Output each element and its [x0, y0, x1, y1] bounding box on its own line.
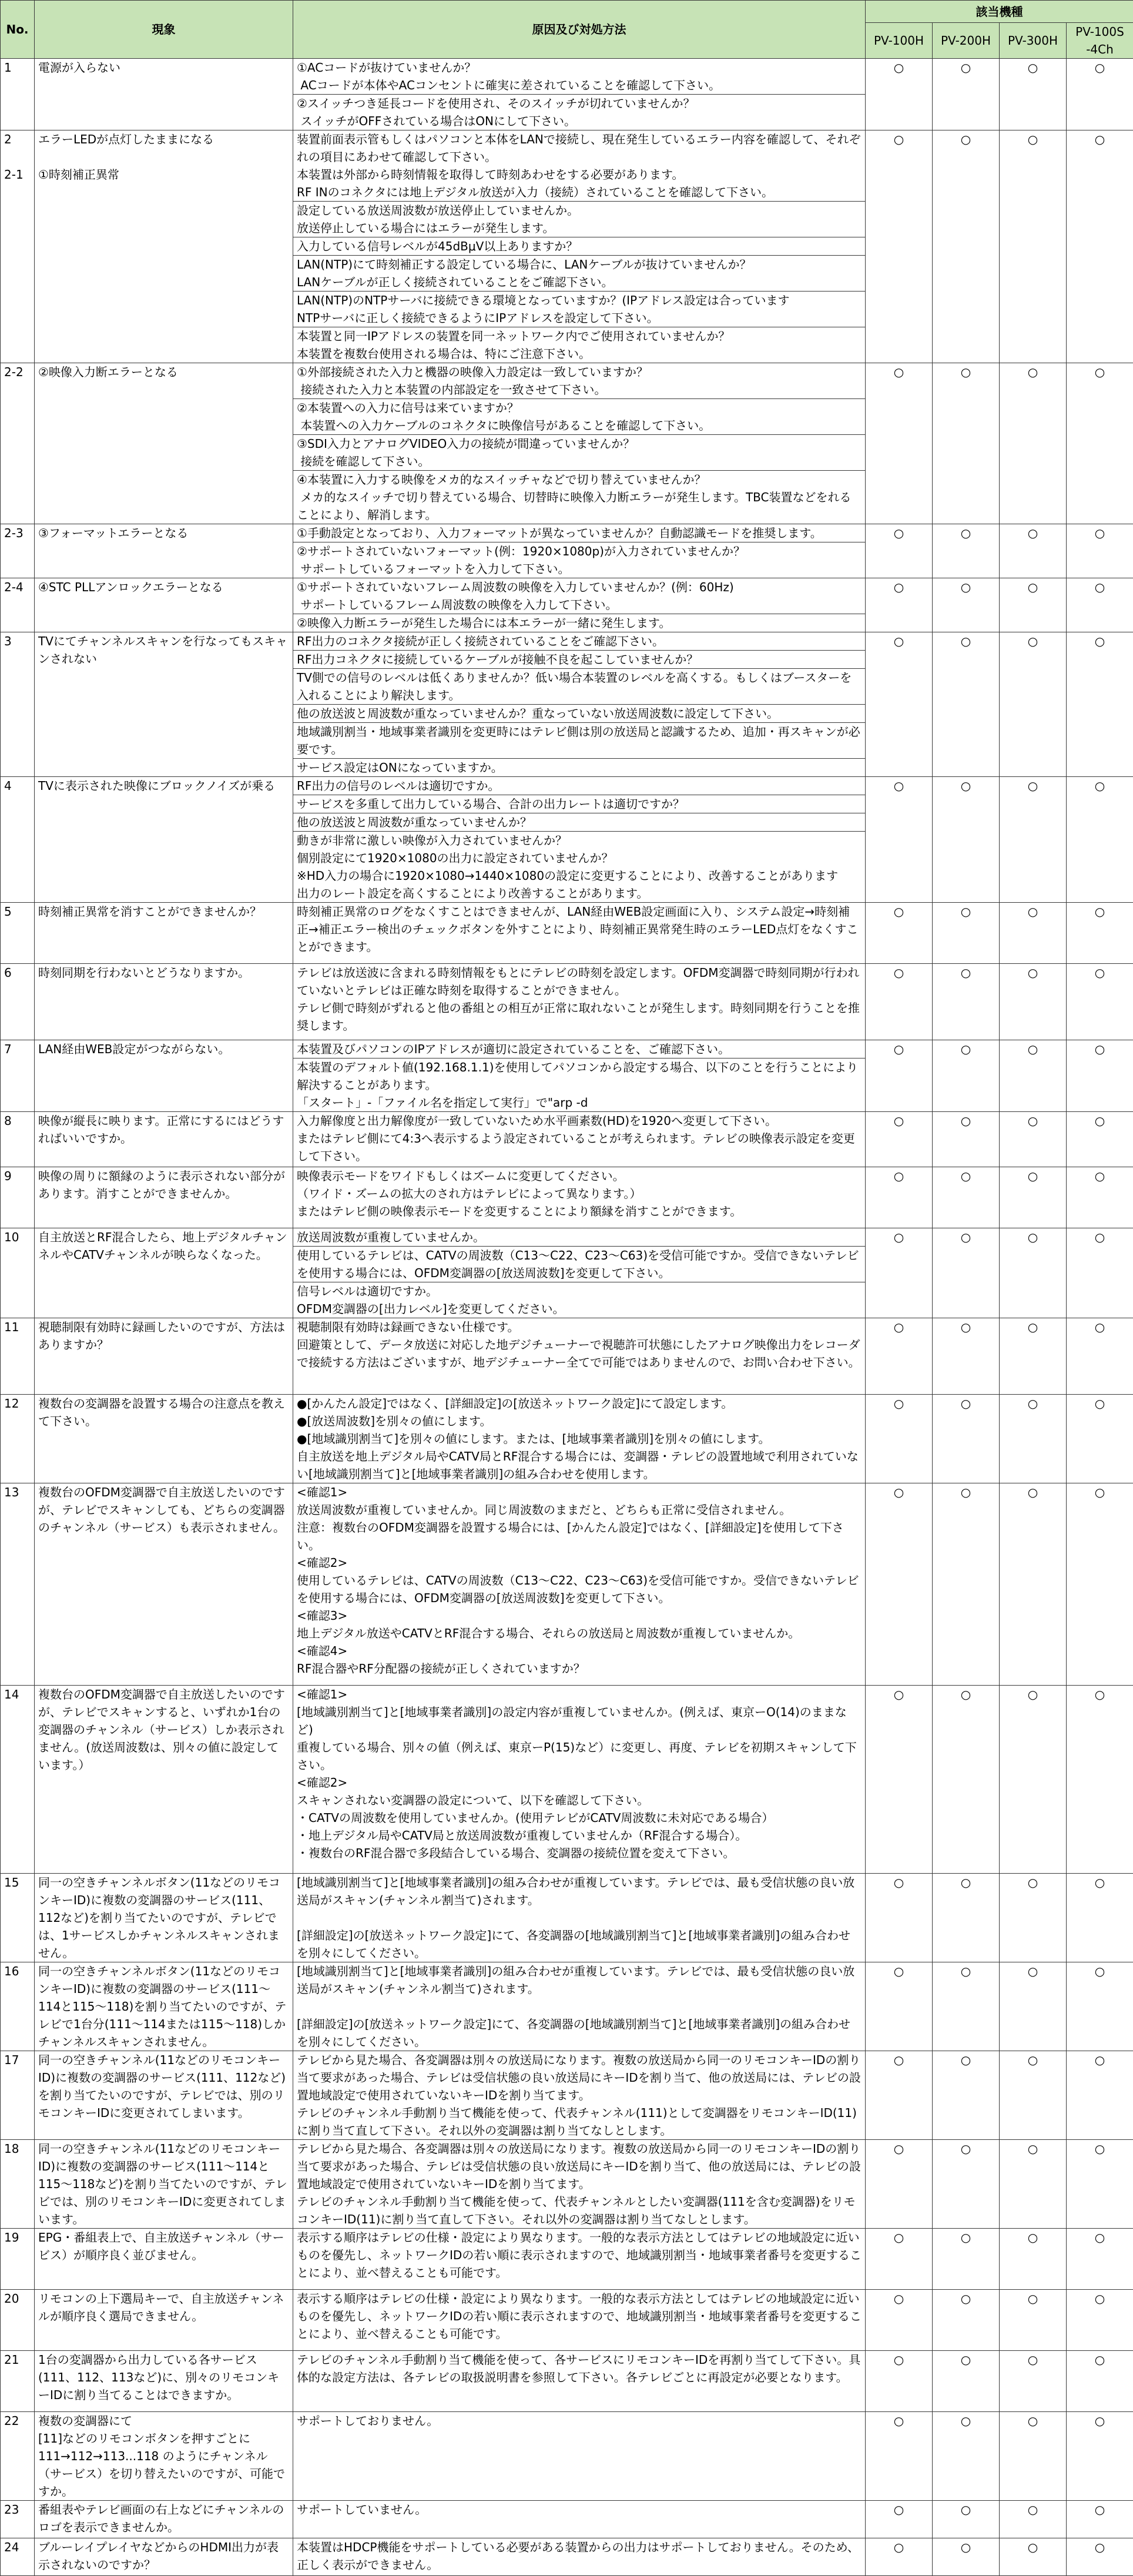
- table-row: [1, 2412, 1133, 2501]
- applicable-mark: ○: [933, 2538, 1000, 2576]
- table-body: [1, 59, 1133, 2576]
- table-row: [1, 2501, 1133, 2538]
- cause-entry: ①サポートされていないフレーム周波数の映像を入力していませんか？(例：60Hz) サポートしているフレーム周波数の映像を入力して下さい。: [293, 578, 865, 614]
- table-header: [1, 1, 1133, 59]
- cause-entry: 他の放送波と周波数が重なっていませんか？: [293, 813, 865, 831]
- cause-entry: ②映像入力断エラーが発生した場合には本エラーが一緒に発生します。: [293, 614, 865, 632]
- applicable-mark: ○: [866, 1112, 933, 1167]
- row-cause: [293, 1483, 866, 1686]
- cause-entry: RF出力コネクタに接続しているケーブルが接触不良を起こしていませんか？: [293, 650, 865, 668]
- row-cause: [293, 578, 866, 632]
- cause-entry: ●[かんたん設定]ではなく、[詳細設定]の[放送ネットワーク設定]にて設定します。 ●[放送周波数]を別々の値にします。 ●[地域識別割当て]を別々の値にします。または、[地域事業者識別]を別々の値にします。 自主放送を地上デジタル局やCATV局とRF混合する場合には、変調器・テレビの設置地域で利用されていない[地域識別割当て]と[地域事業者識別]の組み合わせを使用します。: [293, 1395, 865, 1483]
- applicable-mark: ○: [933, 524, 1000, 578]
- row-cause: [293, 1112, 866, 1167]
- row-symptom: 1台の変調器から出力している各サービス(111、112、113など)に、別々のリモコンキーIDに割り当てることはできますか。: [35, 2351, 293, 2412]
- cause-entry: ④本装置に入力する映像をメカ的なスイッチャなどで切り替えていませんか？ メカ的なスイッチで切り替えている場合、切替時に映像入力断エラーが発生します。TBC装置などをれることにより、解消します。: [293, 470, 865, 524]
- header-model-pv100h: PV-100H: [866, 23, 933, 59]
- applicable-mark: ○: [866, 2412, 933, 2501]
- applicable-mark: ○: [1067, 1874, 1133, 1962]
- applicable-mark: ○: [933, 1874, 1000, 1962]
- applicable-mark: ○: [1067, 964, 1133, 1040]
- row-cause: [293, 1395, 866, 1483]
- applicable-mark: ○: [933, 363, 1000, 524]
- applicable-mark: ○: [866, 1318, 933, 1395]
- row-cause: [293, 130, 866, 363]
- row-number: 2-4: [1, 578, 35, 632]
- applicable-mark: ○: [1000, 2501, 1067, 2538]
- table-row: [1, 130, 1133, 363]
- cause-entry: テレビのチャンネル手動割り当て機能を使って、各サービスにリモコンキーIDを再割り当てして下さい。具体的な設定方法は、各テレビの取扱説明書を参照して下さい。各テレビごとに再設定が必要となります。: [293, 2351, 865, 2386]
- table-row: [1, 1318, 1133, 1395]
- applicable-mark: ○: [866, 1686, 933, 1874]
- applicable-mark: ○: [1067, 578, 1133, 632]
- row-symptom: LAN経由WEB設定がつながらない。: [35, 1040, 293, 1112]
- applicable-mark: ○: [1000, 777, 1067, 903]
- cause-entry: 本装置はHDCP機能をサポートしている必要がある装置からの出力はサポートしておりません。そのため、正しく表示ができません。: [293, 2538, 865, 2574]
- applicable-mark: ○: [1067, 363, 1133, 524]
- row-number: 12: [1, 1395, 35, 1483]
- row-cause: [293, 2501, 866, 2538]
- applicable-mark: ○: [1000, 524, 1067, 578]
- applicable-mark: ○: [1067, 2051, 1133, 2140]
- row-number: 3: [1, 632, 35, 777]
- applicable-mark: ○: [866, 777, 933, 903]
- applicable-mark: ○: [866, 1228, 933, 1318]
- applicable-mark: ○: [933, 632, 1000, 777]
- cause-entry: 表示する順序はテレビの仕様・設定により異なります。一般的な表示方法としてはテレビの地域設定に近いものを優先し、ネットワークIDの若い順に表示されますので、地域識別割当・地域事業者番号を変更することにより、並べ替えることも可能です。: [293, 2229, 865, 2282]
- row-number: 11: [1, 1318, 35, 1395]
- applicable-mark: ○: [933, 777, 1000, 903]
- cause-entry: TV側での信号のレベルは低くありませんか？低い場合本装置のレベルを高くする。もしくはブースターを入れることにより解決します。: [293, 668, 865, 704]
- header-applicable-models: 該当機種: [866, 1, 1133, 23]
- applicable-mark: ○: [1067, 2412, 1133, 2501]
- row-symptom: 時刻補正異常を消すことができませんか？: [35, 903, 293, 964]
- applicable-mark: ○: [1000, 1167, 1067, 1228]
- row-cause: [293, 632, 866, 777]
- table-row: [1, 903, 1133, 964]
- applicable-mark: ○: [1067, 903, 1133, 964]
- applicable-mark: ○: [1000, 632, 1067, 777]
- table-row: [1, 1112, 1133, 1167]
- applicable-mark: ○: [1067, 2351, 1133, 2412]
- row-cause: [293, 524, 866, 578]
- applicable-mark: ○: [1000, 578, 1067, 632]
- cause-entry: 本装置及びパソコンのIPアドレスが適切に設定されていることを、ご確認下さい。: [293, 1040, 865, 1058]
- applicable-mark: ○: [1067, 1483, 1133, 1686]
- applicable-mark: ○: [1000, 1395, 1067, 1483]
- cause-entry: テレビは放送波に含まれる時刻情報をもとにテレビの時刻を設定します。OFDM変調器で時刻同期が行われていないとテレビは正確な時刻を取得することができません。 テレビ側で時刻がずれると他の番組との相互が正常に取れないことが発生します。時刻同期を行うことを推奨します。: [293, 964, 865, 1034]
- row-cause: [293, 1040, 866, 1112]
- row-cause: [293, 2140, 866, 2229]
- table-row: [1, 1962, 1133, 2051]
- applicable-mark: ○: [1000, 1040, 1067, 1112]
- applicable-mark: ○: [1000, 964, 1067, 1040]
- row-number: 5: [1, 903, 35, 964]
- applicable-mark: ○: [1000, 130, 1067, 363]
- row-number: 14: [1, 1686, 35, 1874]
- row-number: 2 2-1: [1, 130, 35, 363]
- cause-entry: サービス設定はONになっていますか。: [293, 758, 865, 776]
- header-model-pv300h: PV-300H: [1000, 23, 1067, 59]
- row-number: 9: [1, 1167, 35, 1228]
- table-row: [1, 777, 1133, 903]
- cause-entry: ③SDI入力とアナログVIDEO入力の接続が間違っていませんか？ 接続を確認して下さい。: [293, 434, 865, 470]
- applicable-mark: ○: [866, 524, 933, 578]
- row-symptom: EPG・番組表上で、自主放送チャンネル（サービス）が順序良く並びません。: [35, 2229, 293, 2290]
- applicable-mark: ○: [933, 130, 1000, 363]
- cause-entry: ①手動設定となっており、入力フォーマットが異なっていませんか？自動認識モードを推奨します。: [293, 524, 865, 542]
- applicable-mark: ○: [1000, 1483, 1067, 1686]
- applicable-mark: ○: [1067, 2229, 1133, 2290]
- cause-entry: RF出力の信号のレベルは適切ですか。: [293, 777, 865, 795]
- applicable-mark: ○: [933, 1040, 1000, 1112]
- applicable-mark: ○: [866, 363, 933, 524]
- applicable-mark: ○: [1000, 2412, 1067, 2501]
- table-row: [1, 2229, 1133, 2290]
- applicable-mark: ○: [933, 2140, 1000, 2229]
- applicable-mark: ○: [1000, 903, 1067, 964]
- table-row: [1, 2051, 1133, 2140]
- applicable-mark: ○: [1000, 2290, 1067, 2351]
- row-number: 19: [1, 2229, 35, 2290]
- applicable-mark: ○: [866, 1874, 933, 1962]
- cause-entry: RF出力のコネクタ接続が正しく接続されていることをご確認下さい。: [293, 632, 865, 650]
- applicable-mark: ○: [1067, 1167, 1133, 1228]
- row-symptom: 同一の空きチャンネルボタン(11などのリモコンキーID)に複数の変調器のサービス(111〜114と115〜118)を割り当てたいのですが、テレビで1台分(111〜114または115〜118)しかチャンネルスキャンされません。: [35, 1962, 293, 2051]
- table-row: [1, 524, 1133, 578]
- applicable-mark: ○: [1000, 1112, 1067, 1167]
- applicable-mark: ○: [1067, 1395, 1133, 1483]
- applicable-mark: ○: [933, 1112, 1000, 1167]
- row-symptom: 映像の周りに額縁のように表示されない部分があります。消すことができませんか。: [35, 1167, 293, 1228]
- table-row: [1, 1874, 1133, 1962]
- cause-entry: LAN(NTP)のNTPサーバに接続できる環境となっていますか？(IPアドレス設定は合っています NTPサーバに正しく接続できるようにIPアドレスを設定して下さい。: [293, 291, 865, 327]
- applicable-mark: ○: [1067, 777, 1133, 903]
- applicable-mark: ○: [933, 2051, 1000, 2140]
- row-cause: [293, 2412, 866, 2501]
- row-symptom: 番組表やテレビ画面の右上などにチャンネルのロゴを表示できませんか。: [35, 2501, 293, 2538]
- applicable-mark: ○: [866, 2501, 933, 2538]
- applicable-mark: ○: [1000, 2229, 1067, 2290]
- row-symptom: 電源が入らない: [35, 59, 293, 130]
- applicable-mark: ○: [1067, 2290, 1133, 2351]
- row-symptom: TVに表示された映像にブロックノイズが乗る: [35, 777, 293, 903]
- row-symptom: 複数台の変調器を設置する場合の注意点を教えて下さい。: [35, 1395, 293, 1483]
- row-cause: [293, 2351, 866, 2412]
- applicable-mark: ○: [1000, 59, 1067, 130]
- row-cause: [293, 964, 866, 1040]
- row-cause: [293, 1167, 866, 1228]
- row-number: 7: [1, 1040, 35, 1112]
- row-cause: [293, 903, 866, 964]
- row-symptom: 映像が縦長に映ります。正常にするにはどうすればいいですか。: [35, 1112, 293, 1167]
- cause-entry: 本装置のデフォルト値(192.168.1.1)を使用してパソコンから設定する場合、以下のことを行うことにより解決することがあります。 「スタート」-「ファイル名を指定して実行」で"arp -d: [293, 1058, 865, 1111]
- cause-entry: 信号レベルは適切ですか。 OFDM変調器の[出力レベル]を変更してください。: [293, 1282, 865, 1318]
- applicable-mark: ○: [1000, 1874, 1067, 1962]
- applicable-mark: ○: [1067, 1962, 1133, 2051]
- row-cause: [293, 2290, 866, 2351]
- applicable-mark: ○: [1067, 59, 1133, 130]
- applicable-mark: ○: [866, 1962, 933, 2051]
- cause-entry: 映像表示モードをワイドもしくはズームに変更してください。 （ワイド・ズームの拡大のされ方はテレビによって異なります。） またはテレビ側の映像表示モードを変更することにより額縁を消すことができます。: [293, 1167, 865, 1220]
- table-row: [1, 1483, 1133, 1686]
- applicable-mark: ○: [866, 632, 933, 777]
- cause-entry: ②本装置への入力に信号は来ていますか？ 本装置への入力ケーブルのコネクタに映像信号があることを確認して下さい。: [293, 398, 865, 434]
- row-symptom: ②映像入力断エラーとなる: [35, 363, 293, 524]
- applicable-mark: ○: [1067, 2538, 1133, 2576]
- applicable-mark: ○: [866, 130, 933, 363]
- cause-entry: サービスを多重して出力している場合、合計の出力レートは適切ですか？: [293, 795, 865, 813]
- header-model-pv100s: PV-100S -4Ch: [1067, 23, 1133, 59]
- row-number: 2-3: [1, 524, 35, 578]
- row-cause: [293, 1318, 866, 1395]
- applicable-mark: ○: [933, 2229, 1000, 2290]
- cause-entry: <確認1> [地域識別割当て]と[地域事業者識別]の設定内容が重複していませんか。(例えば、東京ーO(14)のままなど) 重複している場合、別々の値（例えば、東京ーP(15)など）に変更し、再度、テレビを初期スキャンして下さい。 <確認2> スキャンされない変調器の設定について、以下を確認して下さい。 ・CATVの周波数を使用していませんか。(使用テレビがCATV周波数に未対応である場合） ・地上デジタル局やCATV局と放送周波数が重複していませんか（RF混合する場合）。 ・複数台のRF混合器で多段結合している場合、変調器の接続位置を変えて下さい。: [293, 1686, 865, 1862]
- row-number: 21: [1, 2351, 35, 2412]
- cause-entry: テレビから見た場合、各変調器は別々の放送局になります。複数の放送局から同一のリモコンキーIDの割り当て要求があった場合、テレビは受信状態の良い放送局にキーIDを割り当て、他の放送局には、テレビの設置地域設定で使用されていないキーIDを割り当てます。 テレビのチャンネル手動割り当て機能を使って、代表チャンネル(111)として変調器をリモコンキーID(11)に割り当て直して下さい。それ以外の変調器は割り当てなしとします。: [293, 2051, 865, 2139]
- table-row: [1, 578, 1133, 632]
- applicable-mark: ○: [933, 1167, 1000, 1228]
- applicable-mark: ○: [1000, 1962, 1067, 2051]
- applicable-mark: ○: [1067, 524, 1133, 578]
- applicable-mark: ○: [933, 2351, 1000, 2412]
- cause-entry: サポートしておりません。: [293, 2412, 865, 2430]
- applicable-mark: ○: [1067, 1318, 1133, 1395]
- applicable-mark: ○: [933, 1395, 1000, 1483]
- row-number: 10: [1, 1228, 35, 1318]
- applicable-mark: ○: [933, 1962, 1000, 2051]
- applicable-mark: ○: [866, 2351, 933, 2412]
- row-symptom: 複数台のOFDM変調器で自主放送したいのですが、テレビでスキャンすると、いずれか1台の変調器のチャンネル（サービス）しか表示されません。(放送周波数は、別々の値に設定しています。）: [35, 1686, 293, 1874]
- row-cause: [293, 2229, 866, 2290]
- table-row: [1, 1040, 1133, 1112]
- applicable-mark: ○: [933, 964, 1000, 1040]
- row-number: 16: [1, 1962, 35, 2051]
- row-symptom: 複数の変調器にて [11]などのリモコンボタンを押すごとに111→112→113...118 のようにチャンネル（サービス）を切り替えたいのですが、可能ですか。: [35, 2412, 293, 2501]
- table-row: [1, 632, 1133, 777]
- cause-entry: 入力解像度と出力解像度が一致していないため水平画素数(HD)を1920へ変更して下さい。 またはテレビ側にて4:3へ表示するよう設定されていることが考えられます。テレビの映像表示設定を変更して下さい。: [293, 1112, 865, 1165]
- row-number: 24: [1, 2538, 35, 2576]
- row-symptom: ④STC PLLアンロックエラーとなる: [35, 578, 293, 632]
- applicable-mark: ○: [933, 2290, 1000, 2351]
- row-number: 15: [1, 1874, 35, 1962]
- applicable-mark: ○: [933, 1318, 1000, 1395]
- applicable-mark: ○: [933, 1483, 1000, 1686]
- cause-entry: [地域識別割当て]と[地域事業者識別]の組み合わせが重複しています。テレビでは、最も受信状態の良い放送局がスキャン(チャンネル割当て)されます。 [詳細設定]の[放送ネットワーク設定]にて、各変調器の[地域識別割当て]と[地域事業者識別]の組み合わせを別々にしてください。: [293, 1874, 865, 1962]
- applicable-mark: ○: [1067, 2140, 1133, 2229]
- applicable-mark: ○: [1000, 2051, 1067, 2140]
- applicable-mark: ○: [1000, 2538, 1067, 2576]
- applicable-mark: ○: [866, 578, 933, 632]
- header-symptom: 現象: [35, 1, 293, 59]
- applicable-mark: ○: [933, 903, 1000, 964]
- header-cause: 原因及び対処方法: [293, 1, 866, 59]
- table-row: [1, 2290, 1133, 2351]
- table-row: [1, 59, 1133, 130]
- cause-entry: ①ACコードが抜けていませんか？ ACコードが本体やACコンセントに確実に差されていることを確認して下さい。: [293, 59, 865, 94]
- applicable-mark: ○: [1067, 632, 1133, 777]
- applicable-mark: ○: [1067, 2501, 1133, 2538]
- row-cause: [293, 2538, 866, 2576]
- applicable-mark: ○: [1000, 2140, 1067, 2229]
- applicable-mark: ○: [866, 2538, 933, 2576]
- table-row: [1, 1686, 1133, 1874]
- table-row: [1, 2538, 1133, 2576]
- applicable-mark: ○: [1000, 1228, 1067, 1318]
- row-cause: [293, 777, 866, 903]
- cause-entry: 使用しているテレビは、CATVの周波数（C13〜C22、C23〜C63)を受信可能ですか。受信できないテレビを使用する場合には、OFDM変調器の[放送周波数]を変更して下さい。: [293, 1246, 865, 1282]
- table-row: [1, 363, 1133, 524]
- applicable-mark: ○: [1000, 1686, 1067, 1874]
- row-number: 4: [1, 777, 35, 903]
- cause-entry: 他の放送波と周波数が重なっていませんか？重なっていない放送周波数に設定して下さい。: [293, 704, 865, 722]
- cause-entry: 本装置と同一IPアドレスの装置を同一ネットワーク内でご使用されていませんか？ 本装置を複数台使用される場合は、特にご注意下さい。: [293, 327, 865, 363]
- row-symptom: TVにてチャンネルスキャンを行なってもスキャンされない: [35, 632, 293, 777]
- cause-entry: 設定している放送周波数が放送停止していませんか。 放送停止している場合にはエラーが発生します。: [293, 201, 865, 237]
- row-number: 13: [1, 1483, 35, 1686]
- applicable-mark: ○: [866, 2051, 933, 2140]
- applicable-mark: ○: [1067, 1112, 1133, 1167]
- applicable-mark: ○: [1067, 1040, 1133, 1112]
- applicable-mark: ○: [1000, 363, 1067, 524]
- applicable-mark: ○: [1067, 1686, 1133, 1874]
- table-row: [1, 964, 1133, 1040]
- applicable-mark: ○: [866, 2290, 933, 2351]
- cause-entry: 装置前面表示管もしくはパソコンと本体をLANで接続し、現在発生しているエラー内容を確認して、それぞれの項目にあわせて確認して下さい。 本装置は外部から時刻情報を取得して時刻あわせをする必要があります。 RF INのコネクタには地上デジタル放送が入力（接続）されていることを確認して下さい。: [293, 130, 865, 201]
- row-symptom: リモコンの上下選局キーで、自主放送チャンネルが順序良く選局できません。: [35, 2290, 293, 2351]
- row-number: 18: [1, 2140, 35, 2229]
- cause-entry: テレビから見た場合、各変調器は別々の放送局になります。複数の放送局から同一のリモコンキーIDの割り当て要求があった場合、テレビは受信状態の良い放送局にキーIDを割り当て、他の放送局には、テレビの設置地域設定で使用されていないキーIDを割り当てます。 テレビのチャンネル手動割り当て機能を使って、代表チャンネルとしたい変調器(111を含む変調器)をリモコンキーID(11)に割り当て直して下さい。それ以外の変調器は割り当てなしとします。: [293, 2140, 865, 2228]
- applicable-mark: ○: [866, 903, 933, 964]
- header-no: No.: [1, 1, 35, 59]
- row-cause: [293, 1686, 866, 1874]
- applicable-mark: ○: [866, 1395, 933, 1483]
- cause-entry: 時刻補正異常のログをなくすことはできませんが、LAN経由WEB設定画面に入り、システム設定→時刻補正→補正エラー検出のチェックボタンを外すことにより、時刻補正異常発生時のエラーLED点灯をなくすことができます。: [293, 903, 865, 956]
- table-row: [1, 1167, 1133, 1228]
- applicable-mark: ○: [866, 1483, 933, 1686]
- applicable-mark: ○: [1067, 130, 1133, 363]
- cause-entry: サポートしていません。: [293, 2501, 865, 2518]
- row-symptom: 同一の空きチャンネル(11などのリモコンキーID)に複数の変調器のサービス(111〜114と115〜118など)を割り当てたいのですが、テレビでは、別のリモコンキーIDに変更されてしまいます。: [35, 2140, 293, 2229]
- row-symptom: エラーLEDが点灯したままになる ①時刻補正異常: [35, 130, 293, 363]
- cause-entry: ②スイッチつき延長コードを使用され、そのスイッチが切れていませんか？ スイッチがOFFされている場合はONにして下さい。: [293, 94, 865, 130]
- row-symptom: 視聴制限有効時に録画したいのですが、方法はありますか？: [35, 1318, 293, 1395]
- table-row: [1, 1228, 1133, 1318]
- applicable-mark: ○: [933, 59, 1000, 130]
- applicable-mark: ○: [866, 1167, 933, 1228]
- applicable-mark: ○: [933, 578, 1000, 632]
- row-cause: [293, 1874, 866, 1962]
- applicable-mark: ○: [866, 59, 933, 130]
- table-row: [1, 2140, 1133, 2229]
- row-number: 2-2: [1, 363, 35, 524]
- cause-entry: 視聴制限有効時は録画できない仕様です。 回避策として、データ放送に対応した地デジチューナーで視聴許可状態にしたアナログ映像出力をレコーダで接続する方法はございますが、地デジチューナー全てで可能ではありませんので、お問い合わせ下さい。: [293, 1318, 865, 1371]
- row-cause: [293, 1962, 866, 2051]
- applicable-mark: ○: [933, 2501, 1000, 2538]
- cause-entry: <確認1> 放送周波数が重複していませんか。同じ周波数のままだと、どちらも正常に受信されません。 注意：複数台のOFDM変調器を設置する場合には、[かんたん設定]ではなく、[詳細設定]を使用して下さい。 <確認2> 使用しているテレビは、CATVの周波数（C13〜C22、C23〜C63)を受信可能ですか。受信できないテレビを使用する場合には、OFDM変調器の[放送周波数]を変更して下さい。 <確認3> 地上デジタル放送やCATVとRF混合する場合、それらの放送局と周波数が重複していませんか。 <確認4> RF混合器やRF分配器の接続が正しくされていますか？: [293, 1483, 865, 1677]
- applicable-mark: ○: [933, 2412, 1000, 2501]
- row-number: 17: [1, 2051, 35, 2140]
- cause-entry: ①外部接続された入力と機器の映像入力設定は一致していますか？ 接続された入力と本装置の内部設定を一致させて下さい。: [293, 363, 865, 398]
- cause-entry: 入力している信号レベルが45dBμV以上ありますか？: [293, 237, 865, 255]
- row-number: 6: [1, 964, 35, 1040]
- row-cause: [293, 59, 866, 130]
- row-symptom: 時刻同期を行わないとどうなりますか。: [35, 964, 293, 1040]
- row-cause: [293, 363, 866, 524]
- header-model-pv200h: PV-200H: [933, 23, 1000, 59]
- row-symptom: 同一の空きチャンネルボタン(11などのリモコンキーID)に複数の変調器のサービス(111、112など)を割り当てたいのですが、テレビでは、1サービスしかチャンネルスキャンされません。: [35, 1874, 293, 1962]
- cause-entry: 動きが非常に激しい映像が入力されていませんか？ 個別設定にて1920×1080の出力に設定されていませんか？ ※HD入力の場合に1920×1080→1440×1080の設定に変更することにより、改善することがあります 出力のレート設定を高くすることにより改善することがあります。: [293, 831, 865, 902]
- row-symptom: ③フォーマットエラーとなる: [35, 524, 293, 578]
- row-symptom: ブルーレイプレイヤなどからのHDMI出力が表示されないのですか？: [35, 2538, 293, 2576]
- cause-entry: 地域識別割当・地域事業者識別を変更時にはテレビ側は別の放送局と認識するため、追加・再スキャンが必要です。: [293, 722, 865, 758]
- table-row: [1, 1395, 1133, 1483]
- cause-entry: ②サポートされていないフォーマット(例：1920×1080p)が入力されていませんか？ サポートしているフォーマットを入力して下さい。: [293, 542, 865, 578]
- row-number: 8: [1, 1112, 35, 1167]
- row-number: 22: [1, 2412, 35, 2501]
- cause-entry: [地域識別割当て]と[地域事業者識別]の組み合わせが重複しています。テレビでは、最も受信状態の良い放送局がスキャン(チャンネル割当て)されます。 [詳細設定]の[放送ネットワーク設定]にて、各変調器の[地域識別割当て]と[地域事業者識別]の組み合わせを別々にしてください。: [293, 1962, 865, 2051]
- applicable-mark: ○: [1067, 1228, 1133, 1318]
- applicable-mark: ○: [866, 2140, 933, 2229]
- applicable-mark: ○: [1000, 2351, 1067, 2412]
- applicable-mark: ○: [933, 1686, 1000, 1874]
- cause-entry: 表示する順序はテレビの仕様・設定により異なります。一般的な表示方法としてはテレビの地域設定に近いものを優先し、ネットワークIDの若い順に表示されますので、地域識別割当・地域事業者番号を変更することにより、並べ替えることも可能です。: [293, 2290, 865, 2343]
- cause-entry: LAN(NTP)にて時刻補正する設定している場合に、LANケーブルが抜けていませんか？ LANケーブルが正しく接続されていることをご確認下さい。: [293, 255, 865, 291]
- row-cause: [293, 2051, 866, 2140]
- row-symptom: 同一の空きチャンネル(11などのリモコンキーID)に複数の変調器のサービス(111、112など)を割り当てたいのですが、テレビでは、別のリモコンキーIDに変更されてしまいます。: [35, 2051, 293, 2140]
- applicable-mark: ○: [1000, 1318, 1067, 1395]
- table-row: [1, 2351, 1133, 2412]
- cause-entry: 放送周波数が重複していませんか。: [293, 1228, 865, 1246]
- applicable-mark: ○: [866, 964, 933, 1040]
- row-number: 20: [1, 2290, 35, 2351]
- applicable-mark: ○: [866, 1040, 933, 1112]
- row-symptom: 自主放送とRF混合したら、地上デジタルチャンネルやCATVチャンネルが映らなくなった。: [35, 1228, 293, 1318]
- applicable-mark: ○: [933, 1228, 1000, 1318]
- row-cause: [293, 1228, 866, 1318]
- row-number: 1: [1, 59, 35, 130]
- applicable-mark: ○: [866, 2229, 933, 2290]
- row-symptom: 複数台のOFDM変調器で自主放送したいのですが、テレビでスキャンしても、どちらの変調器のチャンネル（サービス）も表示されません。: [35, 1483, 293, 1686]
- row-number: 23: [1, 2501, 35, 2538]
